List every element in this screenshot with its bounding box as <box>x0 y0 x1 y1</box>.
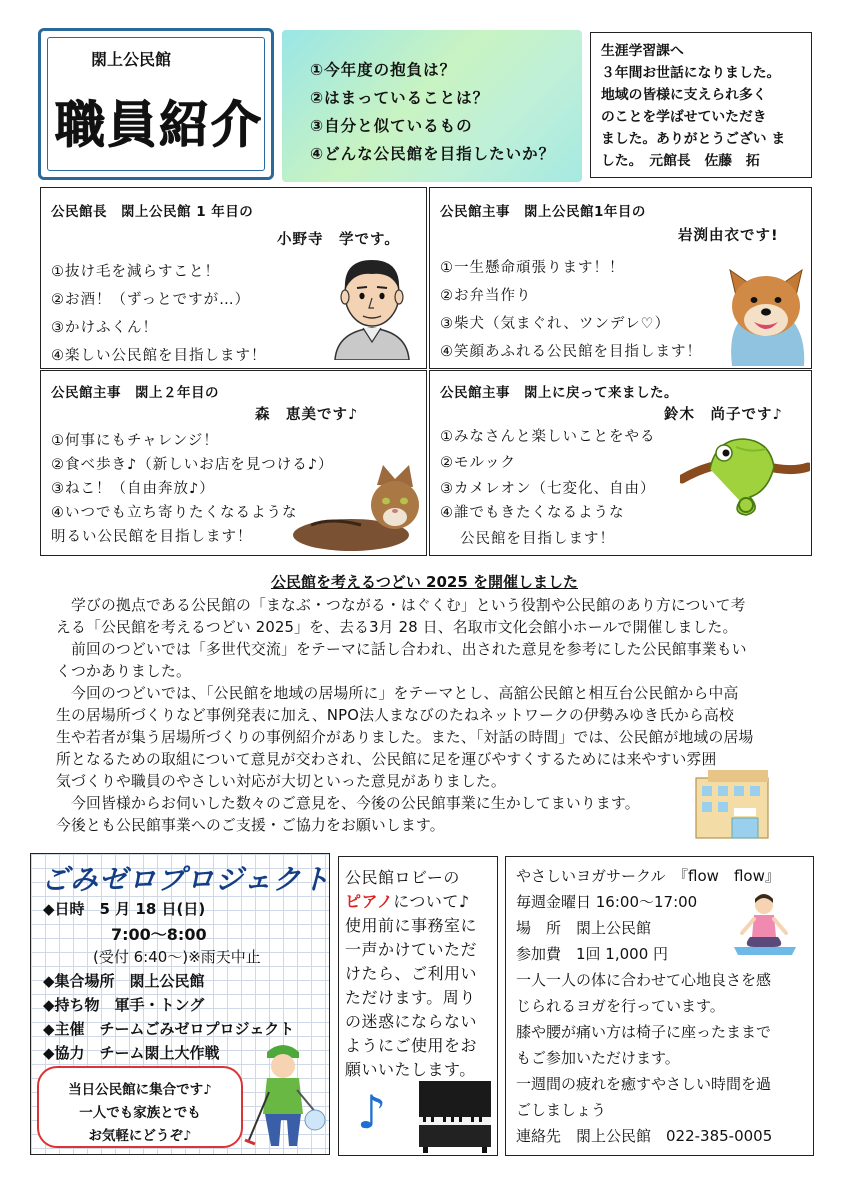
piano-line: 願いいたします。 <box>345 1060 476 1079</box>
staff-answer: ①何事にもチャレンジ！ <box>51 433 219 449</box>
cat-photo <box>291 465 425 553</box>
staff-role: 公民館主事 閖上２年目の <box>51 385 219 401</box>
staff-answer: ③かけふくん！ <box>51 320 158 336</box>
music-note-icon: ♪ <box>357 1085 387 1139</box>
staff-answer: ②お酒！（ずっとですが…） <box>51 292 251 308</box>
staff-answer: ③カメレオン（七変化、自由） <box>440 481 656 497</box>
gomi-coop: ◆協力 チーム閖上大作戦 <box>43 1044 220 1062</box>
yoga-title: やさしいヨガサークル 『flow flow』 <box>516 867 780 885</box>
article-line: 今回皆様からお伺いした数々のご意見を、今後の公民館事業に生かしてまいります。 <box>56 795 640 812</box>
piano-line: ようにご使用をお <box>345 1036 478 1055</box>
bubble-line: 一人でも家族とでも <box>79 1105 201 1121</box>
shiba-dog-photo <box>724 262 808 366</box>
piano-line: 一声かけていただ <box>345 940 478 959</box>
article-title: 公民館を考えるつどい 2025 を開催しました <box>270 573 579 591</box>
piano-heading <box>345 889 470 912</box>
staff-name: 森 恵美です♪ <box>255 407 359 423</box>
piano-photo <box>415 1077 495 1153</box>
yoga-line: 毎週金曜日 16:00～17:00 <box>516 893 698 911</box>
yoga-line: 参加費 1回 1,000 円 <box>516 945 669 963</box>
staff-card-mori <box>40 370 427 556</box>
yoga-line: もご参加いただけます。 <box>516 1049 680 1067</box>
gomi-reception: (受付 6:40～)※雨天中止 <box>93 948 261 966</box>
staff-name: 小野寺 学です。 <box>277 232 400 248</box>
page-title: 職員紹介 <box>55 96 263 154</box>
article-line: 今回のつどいでは、「公民館を地域の居場所に」をテーマとし、高舘公民館と相互台公民館から中高 <box>56 685 739 702</box>
speech-bubble <box>37 1066 243 1148</box>
staff-answer: ④笑顔あふれる公民館を目指します！ <box>440 344 702 360</box>
question-2: ②はまっていることは？ <box>310 89 490 107</box>
staff-answer: ②モルック <box>440 455 516 471</box>
staff-answer: ④いつでも立ち寄りたくなるような <box>51 505 298 521</box>
yoga-line: 一人一人の体に合わせて心地良さを感 <box>516 971 772 989</box>
man-illustration <box>327 250 417 360</box>
piano-line: けたら、ご利用い <box>345 964 478 983</box>
article-line: 生の居場所づくりなど事例発表に加え、NPO法人まなびのたねネットワークの伊勢みゆき氏から高校 <box>56 707 734 724</box>
gomi-items: ◆持ち物 軍手・トング <box>43 996 205 1014</box>
volunteer-illustration <box>243 1040 327 1152</box>
question-3: ③自分と似ているもの <box>310 117 473 135</box>
article-line: 前回のつどいでは「多世代交流」をテーマに話し合われ、出された意見を参考にした公民館事業もい <box>56 641 747 658</box>
piano-line: ただけます。周り <box>345 988 476 1007</box>
piano-notice <box>338 856 498 1156</box>
bubble-line: 当日公民館に集合です♪ <box>68 1082 212 1098</box>
staff-answer: 公民館を目指します！ <box>460 531 615 547</box>
yoga-line: 膝や腰が痛い方は椅子に座ったままで <box>516 1023 772 1041</box>
staff-answer: ①みなさんと楽しいことをやる <box>440 429 656 445</box>
gomi-place: ◆集合場所 閖上公民館 <box>43 972 205 990</box>
article-line: 学びの拠点である公民館の「まなぶ・つながる・はぐくむ」という役割や公民館のあり方について考 <box>56 597 746 614</box>
yoga-line: じられるヨガを行っています。 <box>516 997 725 1015</box>
staff-answer: ①抜け毛を減らすこと！ <box>51 264 220 280</box>
gomi-host: ◆主催 チームごみゼロプロジェクト <box>43 1020 295 1038</box>
farewell-line: した。 元館長 佐藤 拓 <box>601 153 760 169</box>
article-line: 気づくりや職員のやさしい対応が大切といった意見がありました。 <box>56 773 506 790</box>
gomi-date: ◆日時 5 月 18 日(日) <box>43 900 206 918</box>
article-line: 生や若者が集う居場所づくりの事例紹介がありました。また、「対話の時間」では、公民館が地域の居場 <box>56 729 754 746</box>
yoga-woman-illustration <box>732 893 798 957</box>
staff-card-onodera <box>40 187 427 369</box>
staff-answer: ①一生懸命頑張ります！！ <box>440 260 625 276</box>
community-center-illustration <box>694 768 770 840</box>
yoga-line: ごしましょう <box>516 1101 607 1119</box>
farewell-message <box>590 32 812 178</box>
yoga-line: 場 所 閖上公民館 <box>516 919 652 937</box>
staff-card-iwabuchi <box>429 187 812 369</box>
yoga-line: 一週間の疲れを癒すやさしい時間を過 <box>516 1075 772 1093</box>
question-1: ①今年度の抱負は？ <box>310 61 457 79</box>
yoga-contact: 連絡先 閖上公民館 022-385-0005 <box>516 1127 773 1145</box>
article-line: える「公民館を考えるつどい 2025」を、去る3月 28 日、名取市文化会館小ホールで開催しました。 <box>56 619 738 636</box>
chameleon-illustration <box>680 427 810 519</box>
farewell-line: 地域の皆様に支えられ多く <box>601 87 767 103</box>
article-line: 今後とも公民館事業へのご支援・ご協力をお願いします。 <box>56 817 445 834</box>
title-card <box>38 28 274 180</box>
yoga-circle <box>505 856 814 1156</box>
farewell-line: 生涯学習課へ <box>601 43 684 59</box>
questions-panel <box>282 30 582 182</box>
staff-answer: ③ねこ！（自由奔放♪） <box>51 481 215 497</box>
piano-line: 使用前に事務室に <box>345 916 478 935</box>
bubble-line: お気軽にどうぞ♪ <box>88 1128 192 1144</box>
staff-name: 岩渕由衣です! <box>678 228 779 244</box>
staff-answer: 明るい公民館を目指します！ <box>51 529 253 545</box>
piano-line: について♪ <box>393 892 470 911</box>
question-4: ④どんな公民館を目指したいか？ <box>310 145 556 163</box>
article-line: くつかありました。 <box>56 663 191 680</box>
center-name: 閖上公民館 <box>91 50 172 69</box>
farewell-line: のことを学ばせていただき <box>601 109 767 125</box>
staff-answer: ②お弁当作り <box>440 288 532 304</box>
staff-name: 鈴木 尚子です♪ <box>664 407 783 423</box>
article-line: 所となるための取組について意見が交わされ、公民館に足を運びやすくするためには来やすい雰囲 <box>56 751 717 768</box>
staff-answer: ④誰でもきたくなるような <box>440 505 625 521</box>
piano-line: の迷惑にならない <box>345 1012 478 1031</box>
staff-answer: ②食べ歩き♪（新しいお店を見つける♪） <box>51 457 334 473</box>
staff-answer: ③柴犬（気まぐれ、ツンデレ♡） <box>440 316 671 332</box>
staff-card-suzuki <box>429 370 812 556</box>
farewell-line: ました。ありがとうござい ま <box>601 131 786 147</box>
gomi-time: 7:00～8:00 <box>111 925 207 944</box>
staff-role: 公民館主事 閖上公民館1年目の <box>440 204 646 220</box>
gomi-zero-project <box>30 853 330 1155</box>
farewell-line: ３年間お世話になりました。 <box>601 65 781 81</box>
gomi-title: ごみゼロプロジェクト <box>41 863 331 896</box>
staff-role: 公民館長 閖上公民館 1 年目の <box>51 204 254 220</box>
piano-word: ピアノ <box>345 892 394 911</box>
piano-line: 公民館ロビーの <box>345 868 460 887</box>
staff-role: 公民館主事 閖上に戻って来ました。 <box>440 385 678 401</box>
staff-answer: ④楽しい公民館を目指します！ <box>51 348 267 364</box>
